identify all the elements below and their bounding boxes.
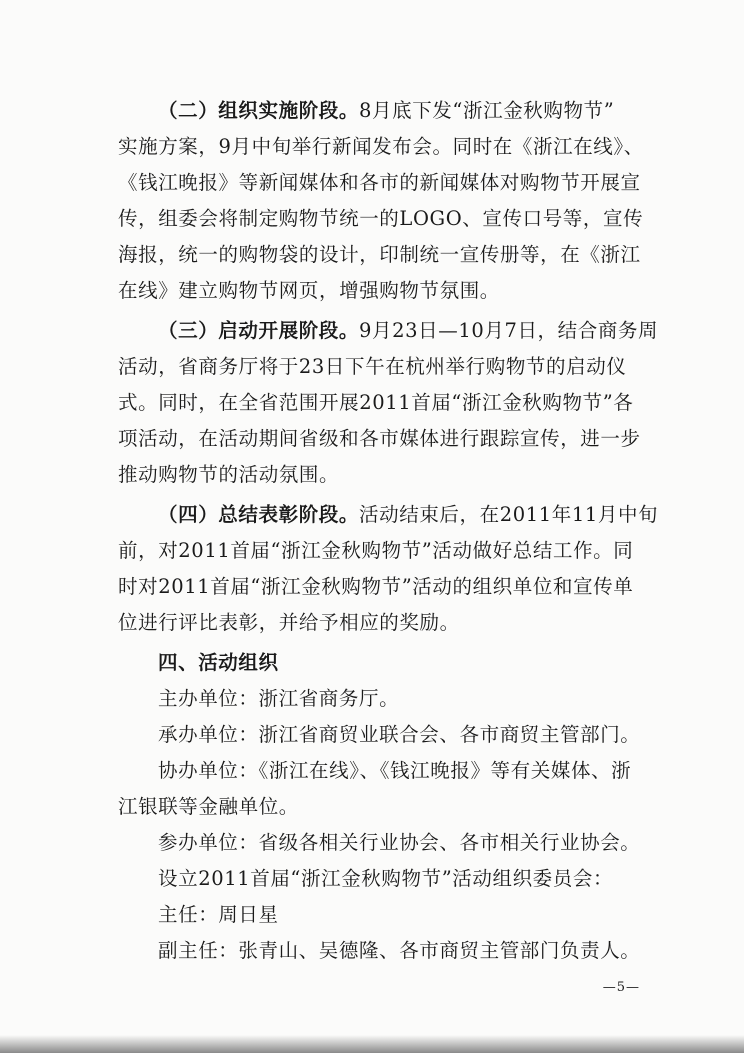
scan-edge — [0, 1035, 744, 1053]
host-unit: 主办单位：浙江省商务厅。 — [158, 687, 400, 710]
text-line: 式。同时，在全省范围开展2011首届“浙江金秋购物节”各 — [118, 391, 634, 414]
text-line: 在线》建立购物节网页，增强购物节氛围。 — [118, 279, 500, 302]
text-line: 活动，省商务厅将于23日下午在杭州举行购物节的启动仪 — [118, 355, 627, 378]
director-line: 主任：周日星 — [158, 903, 279, 926]
text-span: 8月底下发“浙江金秋购物节” — [359, 99, 615, 122]
text-line: 前，对2011首届“浙江金秋购物节”活动做好总结工作。同 — [118, 539, 634, 562]
paragraph-launch-stage — [118, 313, 659, 493]
text-line: 项活动，在活动期间省级和各市媒体进行跟踪宣传，进一步 — [118, 427, 641, 450]
text-line — [118, 313, 659, 349]
participant-unit: 参办单位：省级各相关行业协会、各市相关行业协会。 — [158, 831, 641, 854]
co-organizer-unit: 协办单位：《浙江在线》、《钱江晚报》等有关媒体、浙 — [158, 759, 632, 782]
text-line: 时对2011首届“浙江金秋购物节”活动的组织单位和宣传单 — [118, 575, 634, 598]
paragraph-summary-stage — [118, 497, 659, 641]
co-organizer-unit-cont: 江银联等金融单位。 — [118, 795, 299, 818]
stage-heading: （二）组织实施阶段。 — [158, 99, 360, 122]
text-span: 活动结束后，在2011年11月中旬 — [359, 503, 659, 526]
vice-director-line: 副主任：张青山、吴德隆、各市商贸主管部门负责人。 — [158, 939, 641, 962]
page-number: —5— — [602, 980, 640, 995]
stage-heading: （三）启动开展阶段。 — [158, 319, 360, 342]
text-line: 海报，统一的购物袋的设计，印制统一宣传册等，在《浙江 — [118, 243, 641, 266]
stage-heading: （四）总结表彰阶段。 — [158, 503, 360, 526]
document-body — [118, 93, 659, 969]
text-line: 位进行评比表彰，并给予相应的奖励。 — [118, 611, 460, 634]
text-span: 9月23日—10月7日，结合商务周 — [359, 319, 659, 342]
committee-line: 设立2011首届“浙江金秋购物节”活动组织委员会： — [158, 867, 614, 890]
text-line: 推动购物节的活动氛围。 — [118, 463, 340, 486]
text-line: 《钱江晚报》等新闻媒体和各市的新闻媒体对购物节开展宣 — [118, 171, 641, 194]
section-heading: 四、活动组织 — [158, 651, 279, 674]
paragraph-implementation-stage — [118, 93, 644, 309]
text-line: 实施方案，9月中旬举行新闻发布会。同时在《浙江在线》、 — [118, 135, 644, 158]
text-line — [118, 93, 638, 129]
text-line — [118, 497, 659, 533]
organizer-unit: 承办单位：浙江省商贸业联合会、各市商贸主管部门。 — [158, 723, 641, 746]
text-line: 传，组委会将制定购物节统一的LOGO、宣传口号等，宣传 — [118, 207, 644, 230]
